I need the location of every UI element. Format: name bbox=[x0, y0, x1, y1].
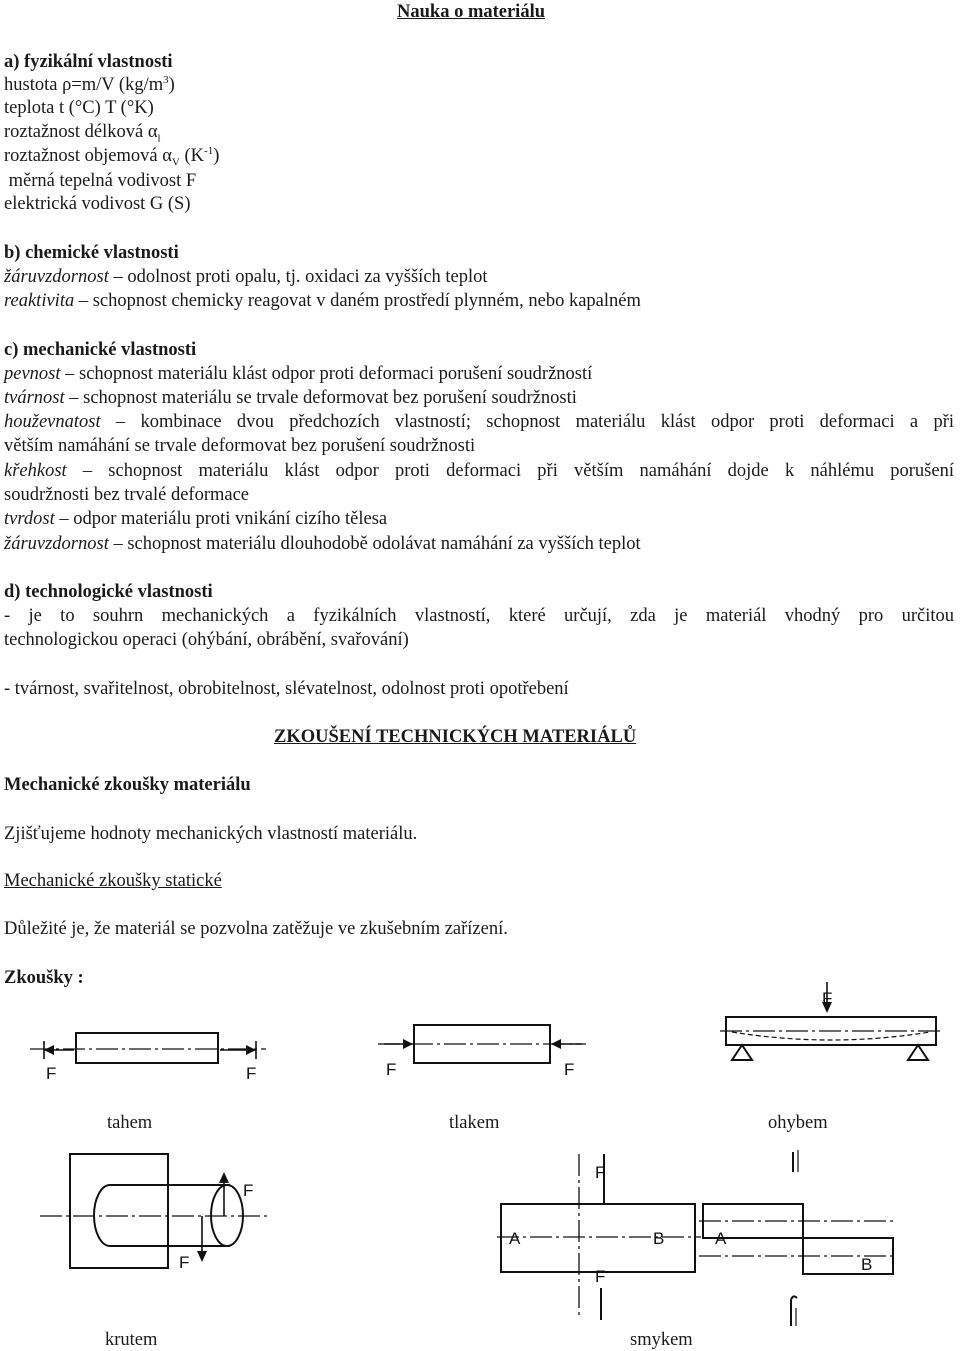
caption-torsion: krutem bbox=[105, 1330, 158, 1350]
mechanical-property-item: houževnatost – kombinace dvou předchozích vlastností; schopnost materiálu klást odpor proti deformaci a při bbox=[4, 412, 954, 432]
mechanical-property-item: pevnost – schopnost materiálu klást odpor proti deformaci porušení soudržností bbox=[4, 364, 593, 384]
point-b-label: B bbox=[861, 1255, 873, 1274]
caption-compression: tlakem bbox=[449, 1113, 500, 1133]
force-label: F bbox=[386, 1060, 397, 1079]
linear-expansion-line: roztažnost délková $\alpha_l$ bbox=[4, 122, 161, 145]
tests-label: Zkoušky : bbox=[4, 968, 84, 988]
mechanical-property-item: žáruvzdornost – schopnost materiálu dlouhodobě odolávat namáhání za vyšších teplot bbox=[4, 534, 641, 554]
technological-list-line: - tvárnost, svařitelnost, obrobitelnost, slévatelnost, odolnost proti opotřebení bbox=[4, 679, 569, 699]
bending-diagram bbox=[718, 980, 948, 1095]
tension-specimen bbox=[76, 1033, 218, 1063]
compression-diagram bbox=[378, 1015, 588, 1095]
thermal-conductivity-line: měrná tepelná vodivost F bbox=[4, 171, 197, 191]
mechanical-property-continuation: větším namáhání se trvale deformovat bez porušení soudržnosti bbox=[4, 436, 476, 456]
chemical-property-item: žáruvzdornost – odolnost proti opalu, tj. oxidaci za vyšších teplot bbox=[4, 267, 488, 287]
mechanical-property-continuation: soudržnosti bez trvalé deformace bbox=[4, 485, 250, 505]
testing-note: Důležité je, že materiál se pozvolna zatěžuje ve zkušebním zařízení. bbox=[4, 919, 508, 939]
static-tests-heading: Mechanické zkoušky statické bbox=[4, 871, 222, 891]
caption-bending: ohybem bbox=[768, 1113, 828, 1133]
torsion-clamp bbox=[70, 1154, 168, 1268]
shear-block-1 bbox=[501, 1204, 695, 1272]
point-a-label: A bbox=[715, 1229, 727, 1248]
caption-tension: tahem bbox=[107, 1113, 153, 1133]
force-label: F bbox=[179, 1253, 190, 1272]
point-a-label: A bbox=[509, 1229, 521, 1248]
volumetric-expansion-line: roztažnost objemová $\alpha_V$ $(K^{-1})$ bbox=[4, 144, 220, 169]
bending-deflection-curve bbox=[732, 1032, 930, 1040]
shear-diagram bbox=[495, 1148, 900, 1328]
section-d-heading: d) technologické vlastnosti bbox=[4, 582, 213, 602]
section-c-heading: c) mechanické vlastnosti bbox=[4, 340, 197, 360]
mechanical-property-item: křehkost – schopnost materiálu klást odpor proti deformaci při větším namáhání dojde k náhlému porušení bbox=[4, 461, 954, 481]
chemical-property-item: reaktivita – schopnost chemicky reagovat v daném prostředí plynném, nebo kapalném bbox=[4, 291, 641, 311]
torsion-diagram bbox=[40, 1150, 280, 1280]
testing-title: ZKOUŠENÍ TECHNICKÝCH MATERIÁLŮ bbox=[274, 727, 637, 747]
testing-intro: Zjišťujeme hodnoty mechanických vlastností materiálu. bbox=[4, 824, 418, 844]
point-b-label: B bbox=[653, 1229, 665, 1248]
caption-shear: smykem bbox=[630, 1330, 693, 1350]
temperature-line: teplota t (°C) T (°K) bbox=[4, 98, 154, 118]
section-a-heading: a) fyzikální vlastnosti bbox=[4, 52, 173, 72]
section-b-heading: b) chemické vlastnosti bbox=[4, 243, 179, 263]
electrical-conductivity-line: elektrická vodivost G (S) bbox=[4, 194, 191, 214]
mechanical-property-item: tvrdost – odpor materiálu proti vnikání cizího tělesa bbox=[4, 509, 388, 529]
force-label: F bbox=[564, 1060, 575, 1079]
support-right bbox=[908, 1045, 928, 1060]
force-label: F bbox=[822, 989, 833, 1008]
mechanical-property-item: tvárnost – schopnost materiálu se trvale deformovat bez porušení soudržnosti bbox=[4, 388, 577, 408]
force-label: F bbox=[595, 1267, 606, 1286]
density-line: hustota ρ=m/V $(kg/m^3)$ bbox=[4, 73, 175, 95]
tension-diagram bbox=[30, 1015, 270, 1095]
force-label: F bbox=[243, 1181, 254, 1200]
testing-subtitle: Mechanické zkoušky materiálu bbox=[4, 775, 251, 795]
page-header-title: Nauka o materiálu bbox=[397, 2, 545, 22]
force-label: F bbox=[246, 1064, 257, 1083]
technological-text-line: - je to souhrn mechanických a fyzikálních vlastností, které určují, zda je materiál vhodný pro určitou bbox=[4, 606, 954, 626]
support-left bbox=[732, 1045, 752, 1060]
force-label: F bbox=[595, 1163, 606, 1182]
technological-text-line: technologickou operaci (ohýbání, obrábění, svařování) bbox=[4, 630, 409, 650]
force-label: F bbox=[46, 1064, 57, 1083]
